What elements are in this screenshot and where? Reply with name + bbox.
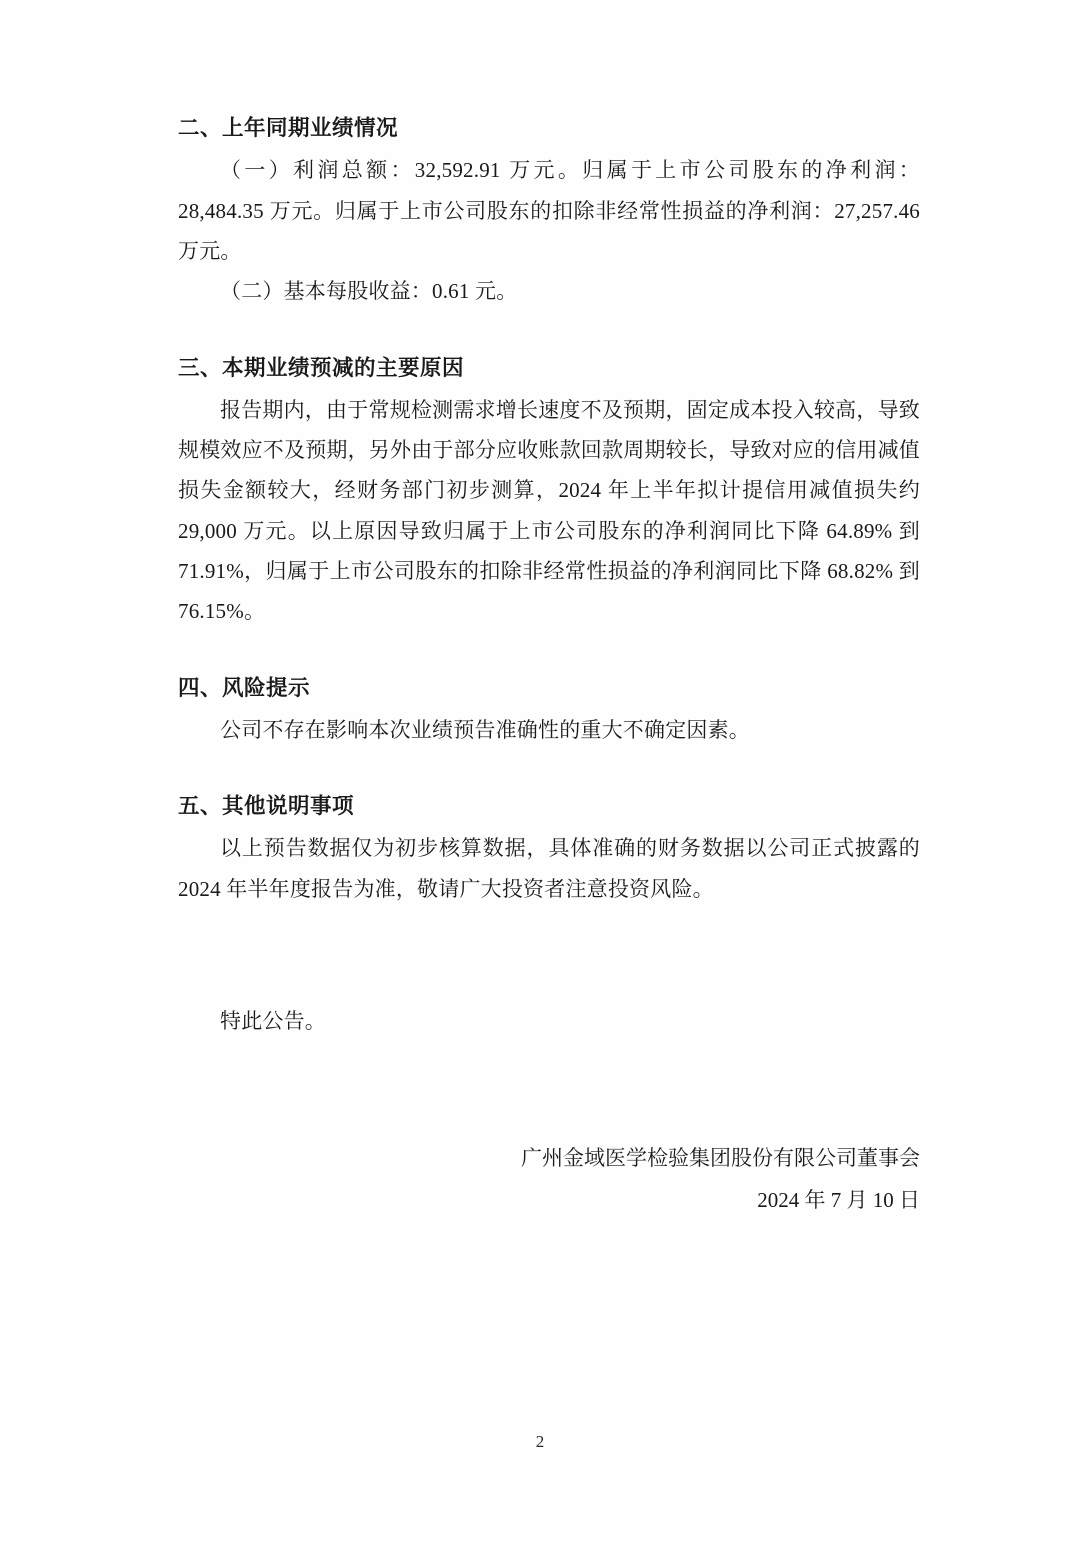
closing-statement: 特此公告。	[220, 1009, 326, 1034]
section-two-paragraph-1: （一）利润总额：32,592.91 万元。归属于上市公司股东的净利润：28,484.35 万元。归属于上市公司股东的扣除非经常性损益的净利润：27,257.46 万元。	[178, 158, 920, 263]
section-three-paragraph-1: 报告期内，由于常规检测需求增长速度不及预期，固定成本投入较高，导致规模效应不及预期，另外由于部分应收账款回款周期较长，导致对应的信用减值损失金额较大，经财务部门初步测算，2024 年上半年拟计提信用减值损失约 29,000 万元。以上原因导致归属于上市公司股东的净利润同比下降 64.89% 到 71.91%，归属于上市公司股东的扣除非经常性损益的净利润同比下降 68.82% 到 76.15%。	[178, 397, 920, 624]
section-five-heading: 五、其他说明事项	[178, 794, 355, 819]
section-two-paragraph-2: （二）基本每股收益：0.61 元。	[220, 279, 518, 304]
section-four	[178, 672, 920, 751]
spacer	[178, 312, 920, 352]
section-four-paragraph-1: 公司不存在影响本次业绩预告准确性的重大不确定因素。	[220, 717, 750, 742]
spacer	[178, 632, 920, 672]
section-two-heading: 二、上年同期业绩情况	[178, 116, 399, 140]
section-five	[178, 790, 920, 909]
section-three	[178, 352, 920, 632]
signature-company: 广州金域医学检验集团股份有限公司董事会	[521, 1146, 920, 1171]
spacer	[178, 909, 920, 1001]
section-two	[178, 112, 920, 312]
spacer	[178, 750, 920, 790]
section-five-paragraph-1: 以上预告数据仅为初步核算数据，具体准确的财务数据以公司正式披露的 2024 年半年度报告为准，敬请广大投资者注意投资风险。	[178, 836, 920, 901]
signature-block	[178, 1137, 920, 1221]
document-body	[178, 112, 920, 1221]
signature-date: 2024 年 7 月 10 日	[757, 1188, 920, 1213]
section-three-heading: 三、本期业绩预减的主要原因	[178, 355, 465, 380]
page-number: 2	[535, 1432, 545, 1451]
section-four-heading: 四、风险提示	[178, 675, 311, 700]
